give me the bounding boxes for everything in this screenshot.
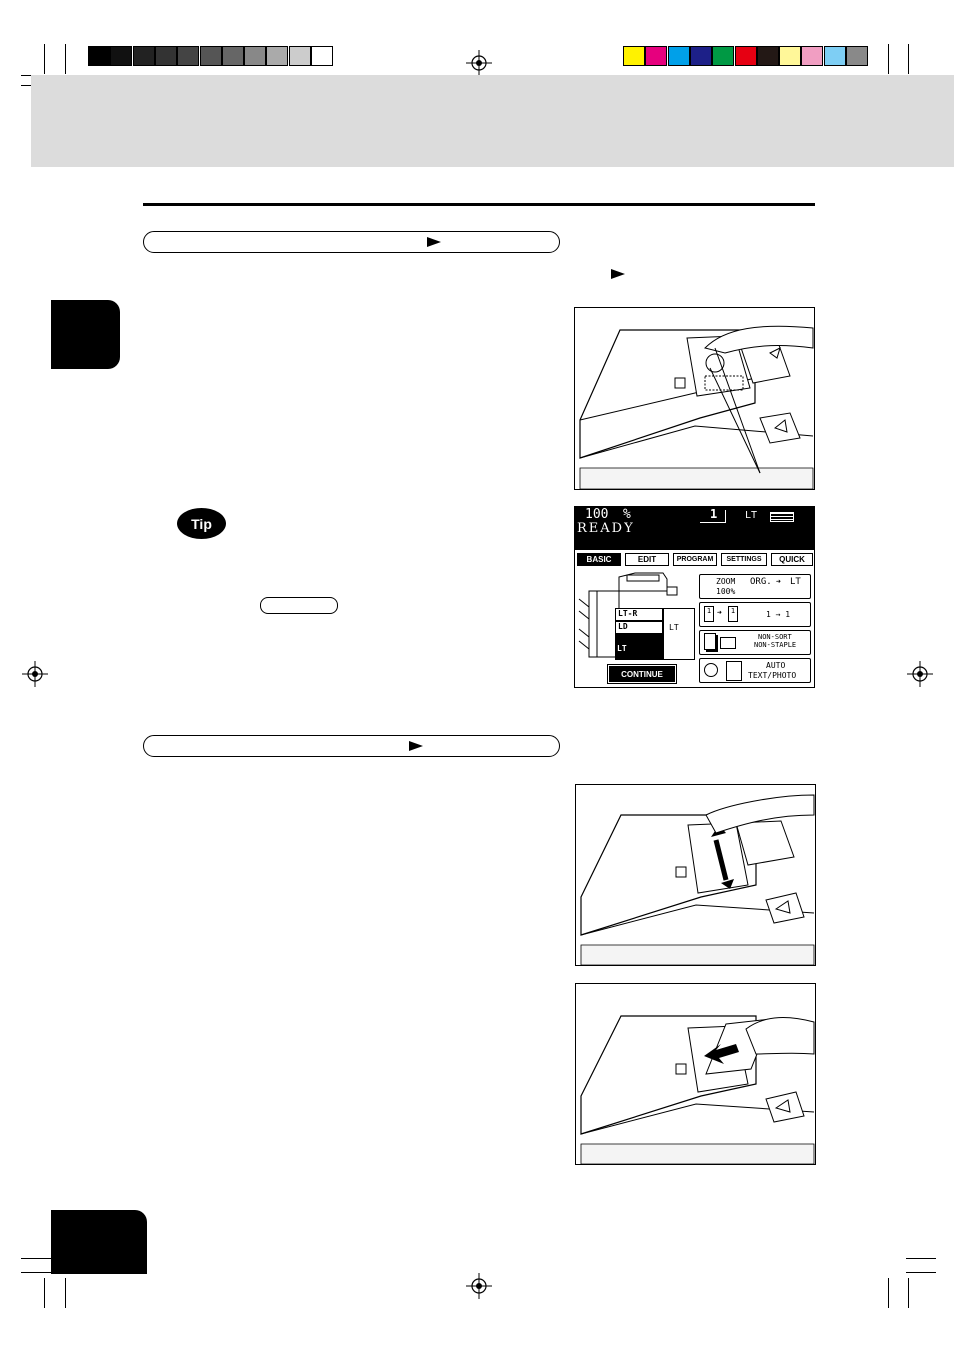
drawer-ltr[interactable]: LT-R	[615, 608, 663, 621]
drawer-ld[interactable]: LD	[615, 621, 663, 634]
single-page-icon: 1	[704, 606, 714, 622]
page-number-tab	[51, 1210, 147, 1274]
gray-swatch	[311, 46, 333, 66]
crop-mark	[44, 1278, 45, 1308]
mode-line1: AUTO	[766, 661, 786, 670]
arrow-right-icon	[409, 741, 423, 751]
tab-edit[interactable]: EDIT	[625, 553, 669, 566]
gray-swatch	[244, 46, 266, 66]
zoom-button[interactable]	[699, 574, 811, 599]
crop-mark	[65, 44, 66, 74]
color-swatch	[846, 46, 868, 66]
registration-target-icon	[466, 1273, 492, 1299]
gray-swatch	[222, 46, 244, 66]
zoom-unit: %	[623, 507, 631, 522]
illustration-adjust-guides	[575, 784, 816, 966]
color-swatch	[645, 46, 667, 66]
gray-swatch	[266, 46, 288, 66]
color-swatch	[712, 46, 734, 66]
color-swatch	[757, 46, 779, 66]
color-swatch	[824, 46, 846, 66]
gray-swatch	[177, 46, 199, 66]
arrow-right-icon	[427, 237, 441, 247]
zoom-label: ZOOM	[716, 577, 736, 586]
control-panel-lcd	[574, 506, 815, 688]
tab-settings[interactable]: SETTINGS	[721, 553, 767, 566]
crop-mark	[65, 1278, 66, 1308]
arrow-right-icon: ➜	[776, 577, 781, 586]
crop-mark	[906, 1258, 936, 1259]
gray-swatch	[110, 46, 132, 66]
gray-swatch	[289, 46, 311, 66]
paper-size: LT	[745, 510, 758, 521]
header-band	[31, 75, 954, 167]
illustration-insert-originals	[575, 983, 816, 1165]
original-target: LT	[790, 577, 801, 587]
color-swatch	[668, 46, 690, 66]
gray-swatch	[88, 46, 110, 66]
crop-mark	[888, 44, 889, 74]
crop-mark	[908, 44, 909, 74]
status-text: READY	[577, 521, 635, 536]
inline-button-pill	[260, 597, 338, 614]
crop-mark	[44, 44, 45, 74]
crop-mark	[908, 1278, 909, 1308]
crop-mark	[21, 1272, 51, 1273]
paper-stack-icon	[770, 512, 794, 522]
tip-badge: Tip	[177, 508, 226, 539]
mode-line2: TEXT/PHOTO	[748, 671, 797, 680]
sort-line2: NON-STAPLE	[754, 641, 797, 649]
sort-stack-icon	[704, 633, 716, 650]
registration-target-icon	[22, 661, 48, 687]
section-rule	[143, 203, 815, 206]
density-dial-icon	[704, 663, 718, 677]
tab-basic[interactable]: BASIC	[577, 553, 621, 566]
drawer-lt[interactable]: LT	[615, 634, 663, 660]
section-heading-pill	[143, 735, 560, 757]
continue-button[interactable]: CONTINUE	[609, 666, 675, 682]
color-swatch	[735, 46, 757, 66]
single-page-icon: 1	[728, 606, 738, 622]
gray-swatch	[155, 46, 177, 66]
registration-target-icon	[907, 661, 933, 687]
arrow-right-icon: ➜	[717, 608, 722, 617]
duplex-mode: 1 → 1	[766, 610, 791, 619]
finishing-button[interactable]	[699, 630, 811, 655]
color-swatch	[779, 46, 801, 66]
color-swatch	[623, 46, 645, 66]
tab-program[interactable]: PROGRAM	[673, 553, 717, 566]
zoom-percent: 100%	[716, 587, 736, 596]
tab-quick[interactable]: QUICK	[771, 553, 813, 566]
arrow-right-icon	[611, 269, 625, 279]
color-swatch	[801, 46, 823, 66]
crop-mark	[906, 1272, 936, 1273]
zoom-readout: 100	[585, 507, 609, 522]
lcd-status-bar	[575, 507, 814, 550]
sort-line1: NON-SORT	[758, 633, 792, 641]
original-label: ORG.	[750, 577, 772, 587]
copy-count: 1	[710, 507, 718, 521]
tray-output-icon	[720, 637, 736, 649]
side-paper-size: LT	[669, 623, 679, 632]
illustration-adf-original-placement	[574, 307, 815, 490]
image-mode-button[interactable]	[699, 658, 811, 683]
gray-swatch	[133, 46, 155, 66]
color-swatch	[690, 46, 712, 66]
duplex-button[interactable]	[699, 602, 811, 627]
document-icon	[726, 661, 742, 681]
registration-target-icon	[466, 50, 492, 76]
section-heading-pill	[143, 231, 560, 253]
chapter-tab	[51, 300, 120, 369]
crop-mark	[888, 1278, 889, 1308]
gray-swatch	[200, 46, 222, 66]
side-tray	[663, 608, 695, 660]
crop-mark	[21, 1258, 51, 1259]
